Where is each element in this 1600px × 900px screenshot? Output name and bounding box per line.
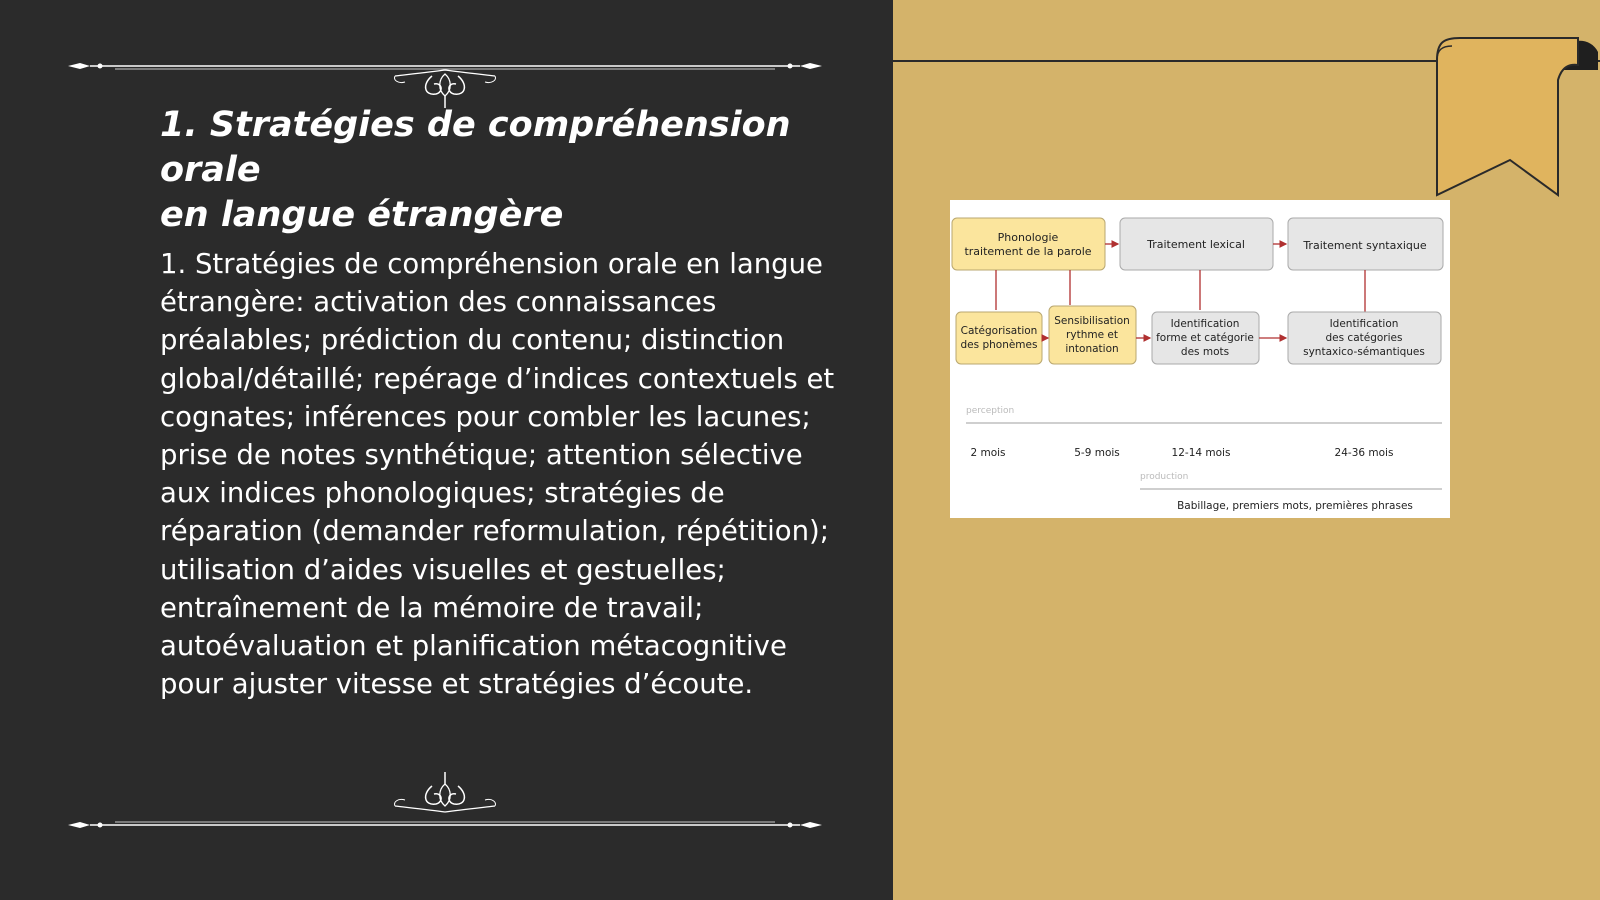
box-identification-mots-line-2: forme et catégorie: [1156, 332, 1254, 344]
box-phonologie-line-1: Phonologie: [997, 231, 1059, 244]
box-identification-mots-line-3: des mots: [1180, 346, 1230, 358]
box-identification-categories-line-2: des catégories: [1325, 332, 1403, 344]
box-categorisation-line-1: Catégorisation: [960, 325, 1038, 337]
slide-title-line-1: 1. Stratégies de compréhension orale: [160, 105, 791, 190]
box-sensibilisation-line-2: rythme et: [1066, 329, 1118, 341]
box-phonologie-line-2: traitement de la parole: [964, 245, 1092, 258]
age-label-4: 24-36 mois: [1334, 447, 1394, 459]
box-phonologie: [952, 218, 1105, 270]
age-label-3: 12-14 mois: [1171, 447, 1231, 459]
box-categorisation-line-2: des phonèmes: [960, 339, 1038, 351]
slide-title-line-2: en langue étrangère: [160, 195, 564, 235]
bookmark-ribbon: [1430, 30, 1600, 200]
box-categorisation: [956, 312, 1042, 364]
slide-title: [160, 103, 860, 238]
production-text: Babillage, premiers mots, premières phrases: [1177, 500, 1413, 512]
bottom-ornament-divider: [60, 770, 830, 830]
box-lexical-label: Traitement lexical: [1147, 238, 1245, 251]
age-label-1: 2 mois: [970, 447, 1006, 459]
perception-label: perception: [966, 406, 1015, 416]
language-development-figure: [950, 200, 1450, 518]
box-identification-categories-line-3: syntaxico-sémantiques: [1303, 346, 1425, 358]
box-sensibilisation-line-3: intonation: [1065, 343, 1119, 355]
top-ornament-divider: [60, 50, 830, 110]
age-label-2: 5-9 mois: [1074, 447, 1120, 459]
box-sensibilisation-line-1: Sensibilisation: [1054, 315, 1130, 327]
box-identification-mots-line-1: Identification: [1170, 318, 1240, 330]
production-label: production: [1140, 472, 1189, 482]
box-identification-categories-line-1: Identification: [1329, 318, 1399, 330]
box-syntaxique-label: Traitement syntaxique: [1303, 239, 1427, 252]
slide-body-text: 1. Stratégies de compréhension orale en langue étrangère: activation des connaissances préalables; prédiction du contenu; distinction global/détaillé; repérage d’indices contextuels et cognates; inférences pour combler les lacunes; prise de notes synthétique; attention sélective aux indices phonologiques; stratégies de réparation (demander reformulation, répétition); utilisation d’aides visuelles et gestuelles; entraînement de la mémoire de travail; autoévaluation et planification métacognitive pour ajuster vitesse et stratégies d’écoute.: [160, 248, 835, 701]
